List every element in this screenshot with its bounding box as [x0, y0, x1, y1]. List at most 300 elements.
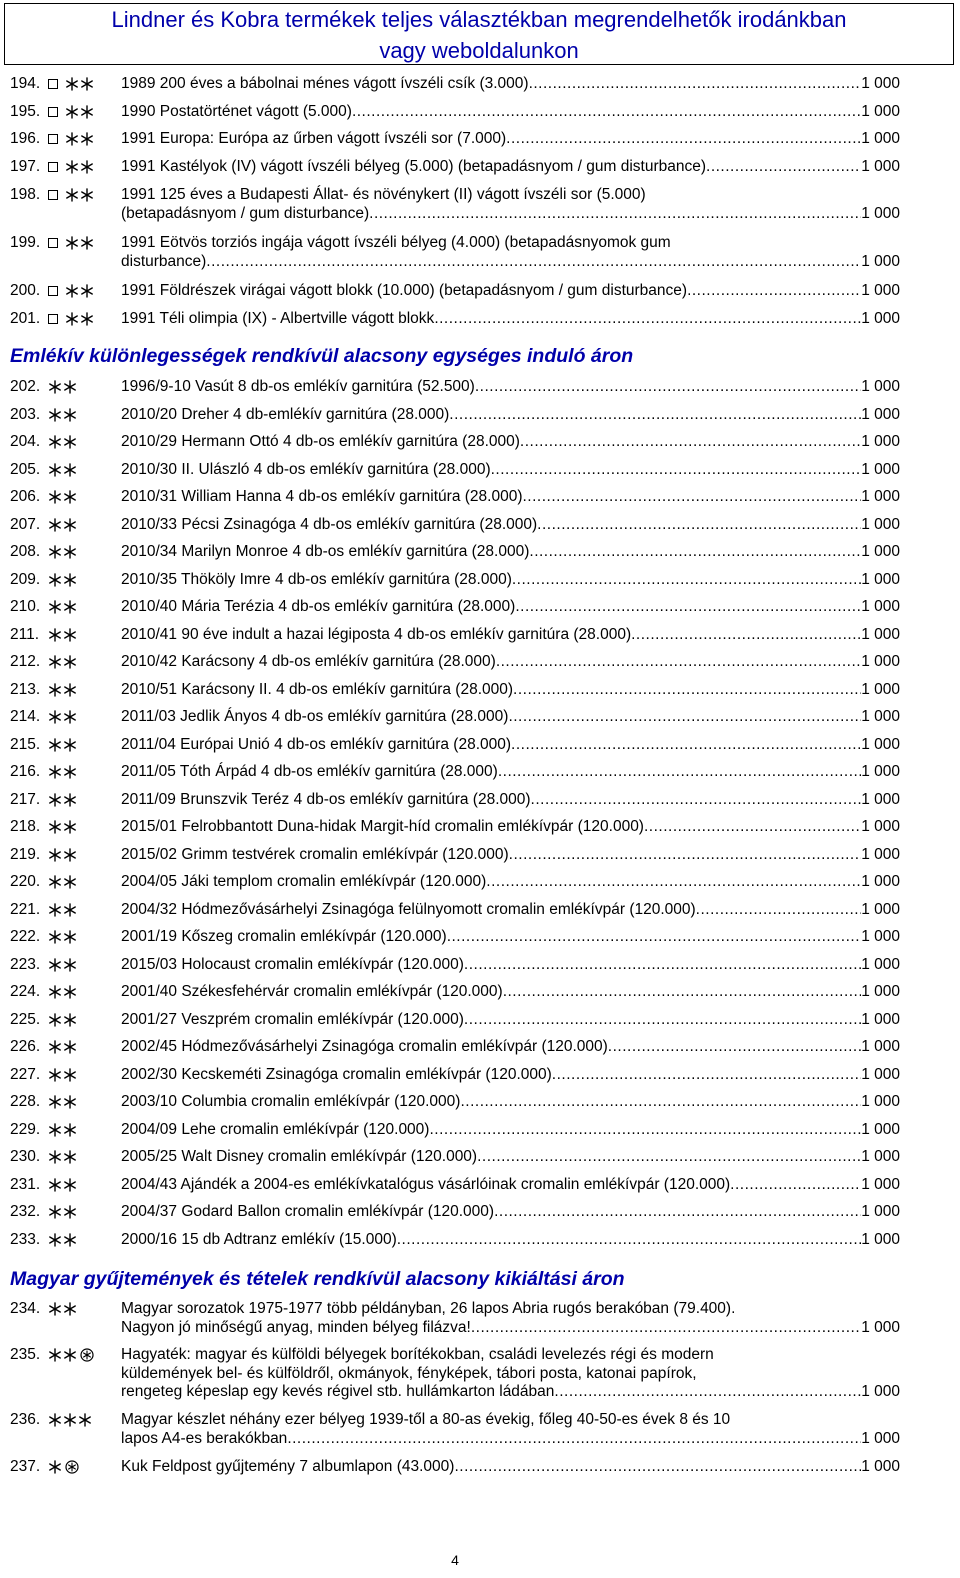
- asterisk-star-icon: [63, 903, 77, 917]
- asterisk-star-icon: [80, 105, 94, 119]
- asterisk-star-icon: [48, 820, 62, 834]
- item-number: 195.: [10, 103, 41, 120]
- item-icons: [48, 929, 77, 945]
- item-description: [121, 1038, 900, 1056]
- item-icons: [48, 379, 77, 395]
- page-number: 4: [451, 1552, 459, 1568]
- item-number: 215.: [10, 736, 41, 753]
- item-text: 2010/40 Mária Terézia 4 db-os emlékív garnitúra (28.000): [121, 598, 516, 615]
- item-icons: [48, 1177, 77, 1193]
- item-number: 209.: [10, 571, 41, 588]
- item-description: [121, 956, 900, 974]
- item-icons: [48, 682, 77, 698]
- item-price: 1 000: [861, 1383, 900, 1400]
- item-icons: [48, 847, 77, 863]
- dot-leader: [508, 708, 861, 726]
- item-text: 2001/40 Székesfehérvár cromalin emlékívpár (120.000): [121, 983, 503, 1000]
- asterisk-star-icon: [48, 875, 62, 889]
- item-text: 2015/03 Holocaust cromalin emlékívpár (120.000): [121, 956, 464, 973]
- dot-leader: [352, 103, 861, 122]
- item-number: 220.: [10, 873, 41, 890]
- dot-leader: [529, 75, 862, 94]
- item-number: 230.: [10, 1148, 41, 1165]
- checkbox-icon[interactable]: [48, 238, 58, 248]
- dot-leader: [520, 433, 861, 451]
- asterisk-star-icon: [63, 1013, 77, 1027]
- item-icons: [48, 1149, 77, 1165]
- asterisk-star-icon: [78, 1413, 92, 1427]
- item-price: 1 000: [861, 736, 900, 753]
- item-number: 229.: [10, 1121, 41, 1138]
- item-text: 1991 Kastélyok (IV) vágott ívszéli bélyeg (5.000) (betapadásnyom / gum disturbance): [121, 158, 707, 175]
- item-text: Nagyon jó minőségű anyag, minden bélyeg filázva!: [121, 1318, 471, 1336]
- item-description: [121, 1066, 900, 1084]
- item-number: 226.: [10, 1038, 41, 1055]
- item-icons: [48, 1122, 77, 1138]
- item-description: [121, 1458, 900, 1477]
- asterisk-star-icon: [48, 1178, 62, 1192]
- item-icons: [48, 984, 77, 1000]
- item-text: küldemények bel- és külföldről, okmányok, fényképek, tábori posta, katonai papírok,: [121, 1364, 697, 1382]
- item-price: 1 000: [861, 763, 900, 780]
- item-text: 2010/35 Thököly Imre 4 db-os emlékív garnitúra (28.000): [121, 571, 512, 588]
- item-price: 1 000: [861, 1231, 900, 1248]
- asterisk-star-icon: [63, 738, 77, 752]
- dot-leader: [460, 1093, 861, 1111]
- asterisk-star-icon: [48, 930, 62, 944]
- asterisk-star-icon: [63, 655, 77, 669]
- asterisk-star-icon: [63, 1040, 77, 1054]
- dot-leader: [696, 901, 862, 919]
- item-icons: [48, 599, 77, 615]
- item-text: 2004/43 Ajándék a 2004-es emlékívkatalógus vásárlóinak cromalin emlékívpár (120.000): [121, 1176, 731, 1193]
- item-icons: [48, 709, 77, 725]
- item-number: 235.: [10, 1346, 41, 1363]
- item-description: [121, 1411, 900, 1448]
- asterisk-star-icon: [48, 1150, 62, 1164]
- item-icons: [48, 434, 77, 450]
- item-text: 2001/27 Veszprém cromalin emlékívpár (120.000): [121, 1011, 464, 1028]
- item-number: 212.: [10, 653, 41, 670]
- asterisk-star-icon: [48, 1068, 62, 1082]
- item-number: 218.: [10, 818, 41, 835]
- asterisk-star-icon: [63, 710, 77, 724]
- item-price: 1 000: [861, 873, 900, 890]
- asterisk-star-icon: [65, 312, 79, 326]
- asterisk-star-icon: [48, 463, 62, 477]
- item-description: [121, 75, 900, 94]
- item-text: 1991 125 éves a Budapesti Állat- és növénykert (II) vágott ívszéli sor (5.000): [121, 186, 646, 203]
- item-description: [121, 983, 900, 1001]
- dot-leader: [706, 158, 861, 177]
- checkbox-icon[interactable]: [48, 314, 58, 324]
- item-price: 1 000: [861, 846, 900, 863]
- asterisk-star-icon: [48, 573, 62, 587]
- asterisk-star-icon: [48, 655, 62, 669]
- header-banner: [4, 3, 954, 65]
- item-icons: [48, 517, 77, 533]
- dot-leader: [486, 873, 861, 891]
- asterisk-star-icon: [63, 1123, 77, 1137]
- item-description: [121, 378, 900, 396]
- item-number: 204.: [10, 433, 41, 450]
- item-description: [121, 708, 900, 726]
- item-text: 2004/37 Godard Ballon cromalin emlékívpár (120.000): [121, 1203, 495, 1220]
- asterisk-star-icon: [80, 312, 94, 326]
- asterisk-star-icon: [48, 435, 62, 449]
- item-description: [121, 516, 900, 534]
- item-description: [121, 543, 900, 561]
- item-icons: [48, 737, 77, 753]
- item-text: 2010/29 Hermann Ottó 4 db-os emlékív garnitúra (28.000): [121, 433, 520, 450]
- asterisk-star-icon: [65, 188, 79, 202]
- asterisk-star-icon: [65, 160, 79, 174]
- item-price: 1 000: [861, 1203, 900, 1220]
- dot-leader: [552, 1066, 861, 1084]
- asterisk-star-icon: [63, 985, 77, 999]
- item-price: 1 000: [861, 1121, 900, 1138]
- item-price: 1 000: [861, 1038, 900, 1055]
- item-number: 205.: [10, 461, 41, 478]
- dot-leader: [515, 598, 861, 616]
- item-text: 2015/01 Felrobbantott Duna-hidak Margit-híd cromalin emlékívpár (120.000): [121, 818, 644, 835]
- checkbox-icon[interactable]: [48, 107, 58, 117]
- item-icons: [48, 627, 77, 643]
- asterisk-star-icon: [63, 1413, 77, 1427]
- asterisk-star-icon: [63, 545, 77, 559]
- item-price: 1 000: [861, 130, 900, 147]
- item-description: [121, 158, 900, 177]
- item-description: [121, 928, 900, 946]
- asterisk-star-icon: [63, 1178, 77, 1192]
- checkbox-icon[interactable]: [48, 190, 58, 200]
- item-description: [121, 1121, 900, 1139]
- item-price: 1 000: [861, 378, 900, 395]
- asterisk-star-icon: [63, 765, 77, 779]
- item-number: 224.: [10, 983, 41, 1000]
- item-description: [121, 681, 900, 699]
- item-description: [121, 1093, 900, 1111]
- item-number: 236.: [10, 1411, 41, 1428]
- asterisk-star-icon: [63, 683, 77, 697]
- dot-leader: [644, 818, 861, 836]
- item-icons: [48, 572, 77, 588]
- item-text: Magyar készlet néhány ezer bélyeg 1939-től a 80-as évekig, főleg 40-50-es évek 8 és 10: [121, 1411, 731, 1428]
- asterisk-star-icon: [48, 848, 62, 862]
- item-description: [121, 873, 900, 891]
- item-icons: [48, 792, 77, 808]
- asterisk-star-icon: [63, 1302, 77, 1316]
- dot-leader: [496, 653, 861, 671]
- item-number: 232.: [10, 1203, 41, 1220]
- item-price: 1 000: [861, 433, 900, 450]
- item-number: 207.: [10, 516, 41, 533]
- dot-leader: [464, 956, 861, 974]
- asterisk-star-icon: [48, 628, 62, 642]
- item-price: 1 000: [861, 310, 900, 327]
- dot-leader: [608, 1038, 861, 1056]
- item-price: 1 000: [861, 708, 900, 725]
- item-description: [121, 1011, 900, 1029]
- item-description: [121, 901, 900, 919]
- item-text: 2010/20 Dreher 4 db-emlékív garnitúra (28.000): [121, 406, 450, 423]
- asterisk-star-icon: [48, 1302, 62, 1316]
- item-text: 1991 Europa: Európa az űrben vágott ívszéli sor (7.000): [121, 130, 507, 147]
- item-number: 202.: [10, 378, 41, 395]
- circled-star-icon: [80, 1348, 94, 1362]
- item-text: 2004/05 Jáki templom cromalin emlékívpár (120.000): [121, 873, 487, 890]
- item-price: 1 000: [861, 406, 900, 423]
- item-description: [121, 736, 900, 754]
- asterisk-star-icon: [63, 380, 77, 394]
- item-number: 211.: [10, 626, 40, 643]
- asterisk-star-icon: [48, 408, 62, 422]
- asterisk-star-icon: [48, 518, 62, 532]
- item-price: 1 000: [861, 1148, 900, 1165]
- dot-leader: [513, 681, 861, 699]
- item-text: 2003/10 Columbia cromalin emlékívpár (120.000): [121, 1093, 461, 1110]
- item-icons: [48, 544, 77, 560]
- item-description: [121, 130, 900, 149]
- asterisk-star-icon: [63, 490, 77, 504]
- item-price: 1 000: [861, 461, 900, 478]
- dot-leader: [503, 983, 862, 1001]
- item-icons: [48, 407, 77, 423]
- asterisk-star-icon: [48, 1233, 62, 1247]
- asterisk-star-icon: [80, 236, 94, 250]
- item-text: 2010/41 90 éve indult a hazai légiposta 4 db-os emlékív garnitúra (28.000): [121, 626, 632, 643]
- item-description: [121, 433, 900, 451]
- item-icons: [48, 764, 77, 780]
- item-price: 1 000: [861, 1458, 900, 1475]
- asterisk-star-icon: [63, 463, 77, 477]
- item-icons: [48, 1232, 77, 1248]
- dot-leader: [494, 1203, 861, 1221]
- asterisk-star-icon: [48, 793, 62, 807]
- asterisk-star-icon: [48, 1348, 62, 1362]
- item-icons: [48, 902, 77, 918]
- item-text: 1989 200 éves a bábolnai ménes vágott ívszéli csík (3.000): [121, 75, 529, 92]
- item-number: 233.: [10, 1231, 41, 1248]
- item-number: 227.: [10, 1066, 41, 1083]
- checkbox-icon[interactable]: [48, 162, 58, 172]
- asterisk-star-icon: [48, 1123, 62, 1137]
- item-icons: [48, 874, 77, 890]
- item-text: 2000/16 15 db Adtranz emlékív (15.000): [121, 1231, 397, 1248]
- dot-leader: [730, 1176, 861, 1194]
- item-icons: [48, 1067, 77, 1083]
- section-title-emlekiv: Emlékív különlegességek rendkívül alacsony egységes induló áron: [10, 345, 634, 367]
- item-number: 222.: [10, 928, 41, 945]
- item-icons: [48, 76, 94, 92]
- item-icons: [48, 1347, 94, 1363]
- item-text: 2010/30 II. Ulászló 4 db-os emlékív garnitúra (28.000): [121, 461, 491, 478]
- item-icons: [48, 819, 77, 835]
- item-icons: [48, 462, 77, 478]
- item-number: 213.: [10, 681, 41, 698]
- item-text: disturbance): [121, 253, 207, 270]
- item-description: [121, 1231, 900, 1249]
- item-description: [121, 571, 900, 589]
- dot-leader: [397, 1231, 861, 1249]
- asterisk-star-icon: [63, 930, 77, 944]
- item-text: 2011/04 Európai Unió 4 db-os emlékív garnitúra (28.000): [121, 736, 512, 753]
- item-description: [121, 234, 900, 272]
- item-icons: [48, 283, 94, 299]
- dot-leader: [287, 1430, 861, 1449]
- asterisk-star-icon: [80, 160, 94, 174]
- item-price: 1 000: [861, 1176, 900, 1193]
- asterisk-star-icon: [48, 765, 62, 779]
- item-text: 2010/42 Karácsony 4 db-os emlékív garnitúra (28.000): [121, 653, 496, 670]
- item-price: 1 000: [861, 1066, 900, 1083]
- item-number: 200.: [10, 282, 41, 299]
- asterisk-star-icon: [65, 105, 79, 119]
- asterisk-star-icon: [48, 490, 62, 504]
- asterisk-star-icon: [48, 600, 62, 614]
- item-icons: [48, 1412, 92, 1428]
- item-price: 1 000: [861, 983, 900, 1000]
- asterisk-star-icon: [80, 284, 94, 298]
- item-price: 1 000: [861, 928, 900, 945]
- item-text: Kuk Feldpost gyűjtemény 7 albumlapon (43.000): [121, 1458, 455, 1475]
- item-price: 1 000: [861, 516, 900, 533]
- asterisk-star-icon: [48, 380, 62, 394]
- item-icons: [48, 235, 94, 251]
- asterisk-star-icon: [63, 1068, 77, 1082]
- item-description: [121, 1148, 900, 1166]
- asterisk-star-icon: [63, 1233, 77, 1247]
- asterisk-star-icon: [65, 236, 79, 250]
- asterisk-star-icon: [63, 600, 77, 614]
- dot-leader: [477, 1148, 861, 1166]
- item-text: 2010/31 William Hanna 4 db-os emlékív garnitúra (28.000): [121, 488, 523, 505]
- asterisk-star-icon: [63, 408, 77, 422]
- dot-leader: [434, 310, 861, 329]
- item-text: 2010/34 Marilyn Monroe 4 db-os emlékív garnitúra (28.000): [121, 543, 530, 560]
- item-number: 223.: [10, 956, 41, 973]
- asterisk-star-icon: [48, 903, 62, 917]
- item-text: 2011/05 Tóth Árpád 4 db-os emlékív garnitúra (28.000): [121, 763, 498, 780]
- item-text: 1990 Postatörténet vágott (5.000): [121, 103, 352, 120]
- item-number: 196.: [10, 130, 41, 147]
- item-icons: [48, 654, 77, 670]
- circled-star-icon: [65, 1460, 79, 1474]
- item-description: [121, 406, 900, 424]
- asterisk-star-icon: [65, 284, 79, 298]
- dot-leader: [687, 282, 861, 301]
- asterisk-star-icon: [48, 1205, 62, 1219]
- item-text: 2011/09 Brunszvik Teréz 4 db-os emlékív garnitúra (28.000): [121, 791, 531, 808]
- asterisk-star-icon: [63, 875, 77, 889]
- item-price: 1 000: [861, 956, 900, 973]
- item-number: 225.: [10, 1011, 41, 1028]
- dot-leader: [529, 543, 861, 561]
- dot-leader: [491, 461, 862, 479]
- item-icons: [48, 1039, 77, 1055]
- item-price: 1 000: [861, 205, 900, 222]
- item-icons: [48, 311, 94, 327]
- item-icons: [48, 957, 77, 973]
- item-price: 1 000: [861, 571, 900, 588]
- asterisk-star-icon: [48, 958, 62, 972]
- dot-leader: [631, 626, 861, 644]
- item-price: 1 000: [861, 653, 900, 670]
- item-description: [121, 186, 900, 224]
- checkbox-icon[interactable]: [48, 134, 58, 144]
- item-price: 1 000: [861, 103, 900, 120]
- asterisk-star-icon: [63, 518, 77, 532]
- item-text: 2004/09 Lehe cromalin emlékívpár (120.000): [121, 1121, 430, 1138]
- item-price: 1 000: [861, 818, 900, 835]
- item-number: 231.: [10, 1176, 41, 1193]
- item-number: 206.: [10, 488, 41, 505]
- dot-leader: [454, 1458, 861, 1477]
- dot-leader: [511, 736, 861, 754]
- item-text: (betapadásnyom / gum disturbance): [121, 205, 370, 222]
- item-text: 1991 Téli olimpia (IX) - Albertville vágott blokk: [121, 310, 435, 327]
- asterisk-star-icon: [48, 710, 62, 724]
- item-icons: [48, 1204, 77, 1220]
- item-icons: [48, 159, 94, 175]
- item-text: 2002/45 Hódmezővásárhelyi Zsinagóga cromalin emlékívpár (120.000): [121, 1038, 608, 1055]
- asterisk-star-icon: [63, 820, 77, 834]
- item-number: 194.: [10, 75, 41, 92]
- item-text: Magyar sorozatok 1975-1977 több példányban, 26 lapos Abria rugós berakóban (79.400).: [121, 1300, 736, 1317]
- checkbox-icon[interactable]: [48, 79, 58, 89]
- item-number: 198.: [10, 186, 41, 203]
- asterisk-star-icon: [80, 77, 94, 91]
- item-icons: [48, 1301, 77, 1317]
- dot-leader: [554, 1383, 861, 1402]
- item-price: 1 000: [861, 75, 900, 92]
- item-description: [121, 846, 900, 864]
- item-price: 1 000: [861, 626, 900, 643]
- item-description: [121, 598, 900, 616]
- item-description: [121, 282, 900, 301]
- item-text: 2011/03 Jedlik Ányos 4 db-os emlékív garnitúra (28.000): [121, 708, 509, 725]
- asterisk-star-icon: [48, 1013, 62, 1027]
- asterisk-star-icon: [48, 1413, 62, 1427]
- asterisk-star-icon: [48, 1040, 62, 1054]
- dot-leader: [206, 253, 861, 272]
- banner-line-1: Lindner és Kobra termékek teljes választékban megrendelhetők irodánkban: [111, 7, 847, 32]
- dot-leader: [447, 928, 862, 946]
- item-price: 1 000: [861, 598, 900, 615]
- item-description: [121, 1176, 900, 1194]
- item-number: 203.: [10, 406, 41, 423]
- item-icons: [48, 187, 94, 203]
- asterisk-star-icon: [48, 985, 62, 999]
- asterisk-star-icon: [63, 1348, 77, 1362]
- checkbox-icon[interactable]: [48, 286, 58, 296]
- item-description: [121, 1203, 900, 1221]
- asterisk-star-icon: [48, 1460, 62, 1474]
- asterisk-star-icon: [80, 188, 94, 202]
- item-text: 2015/02 Grimm testvérek cromalin emlékívpár (120.000): [121, 846, 509, 863]
- dot-leader: [471, 1319, 861, 1338]
- item-icons: [48, 131, 94, 147]
- item-number: 208.: [10, 543, 41, 560]
- item-price: 1 000: [861, 901, 900, 918]
- item-text: rengeteg képeslap egy kevés régivel stb. hullámkarton ládában: [121, 1383, 555, 1400]
- item-text: 2010/33 Pécsi Zsinagóga 4 db-os emlékív garnitúra (28.000): [121, 516, 538, 533]
- item-description: [121, 488, 900, 506]
- item-price: 1 000: [861, 1093, 900, 1110]
- item-price: 1 000: [861, 1429, 900, 1447]
- item-description: [121, 763, 900, 781]
- asterisk-star-icon: [63, 848, 77, 862]
